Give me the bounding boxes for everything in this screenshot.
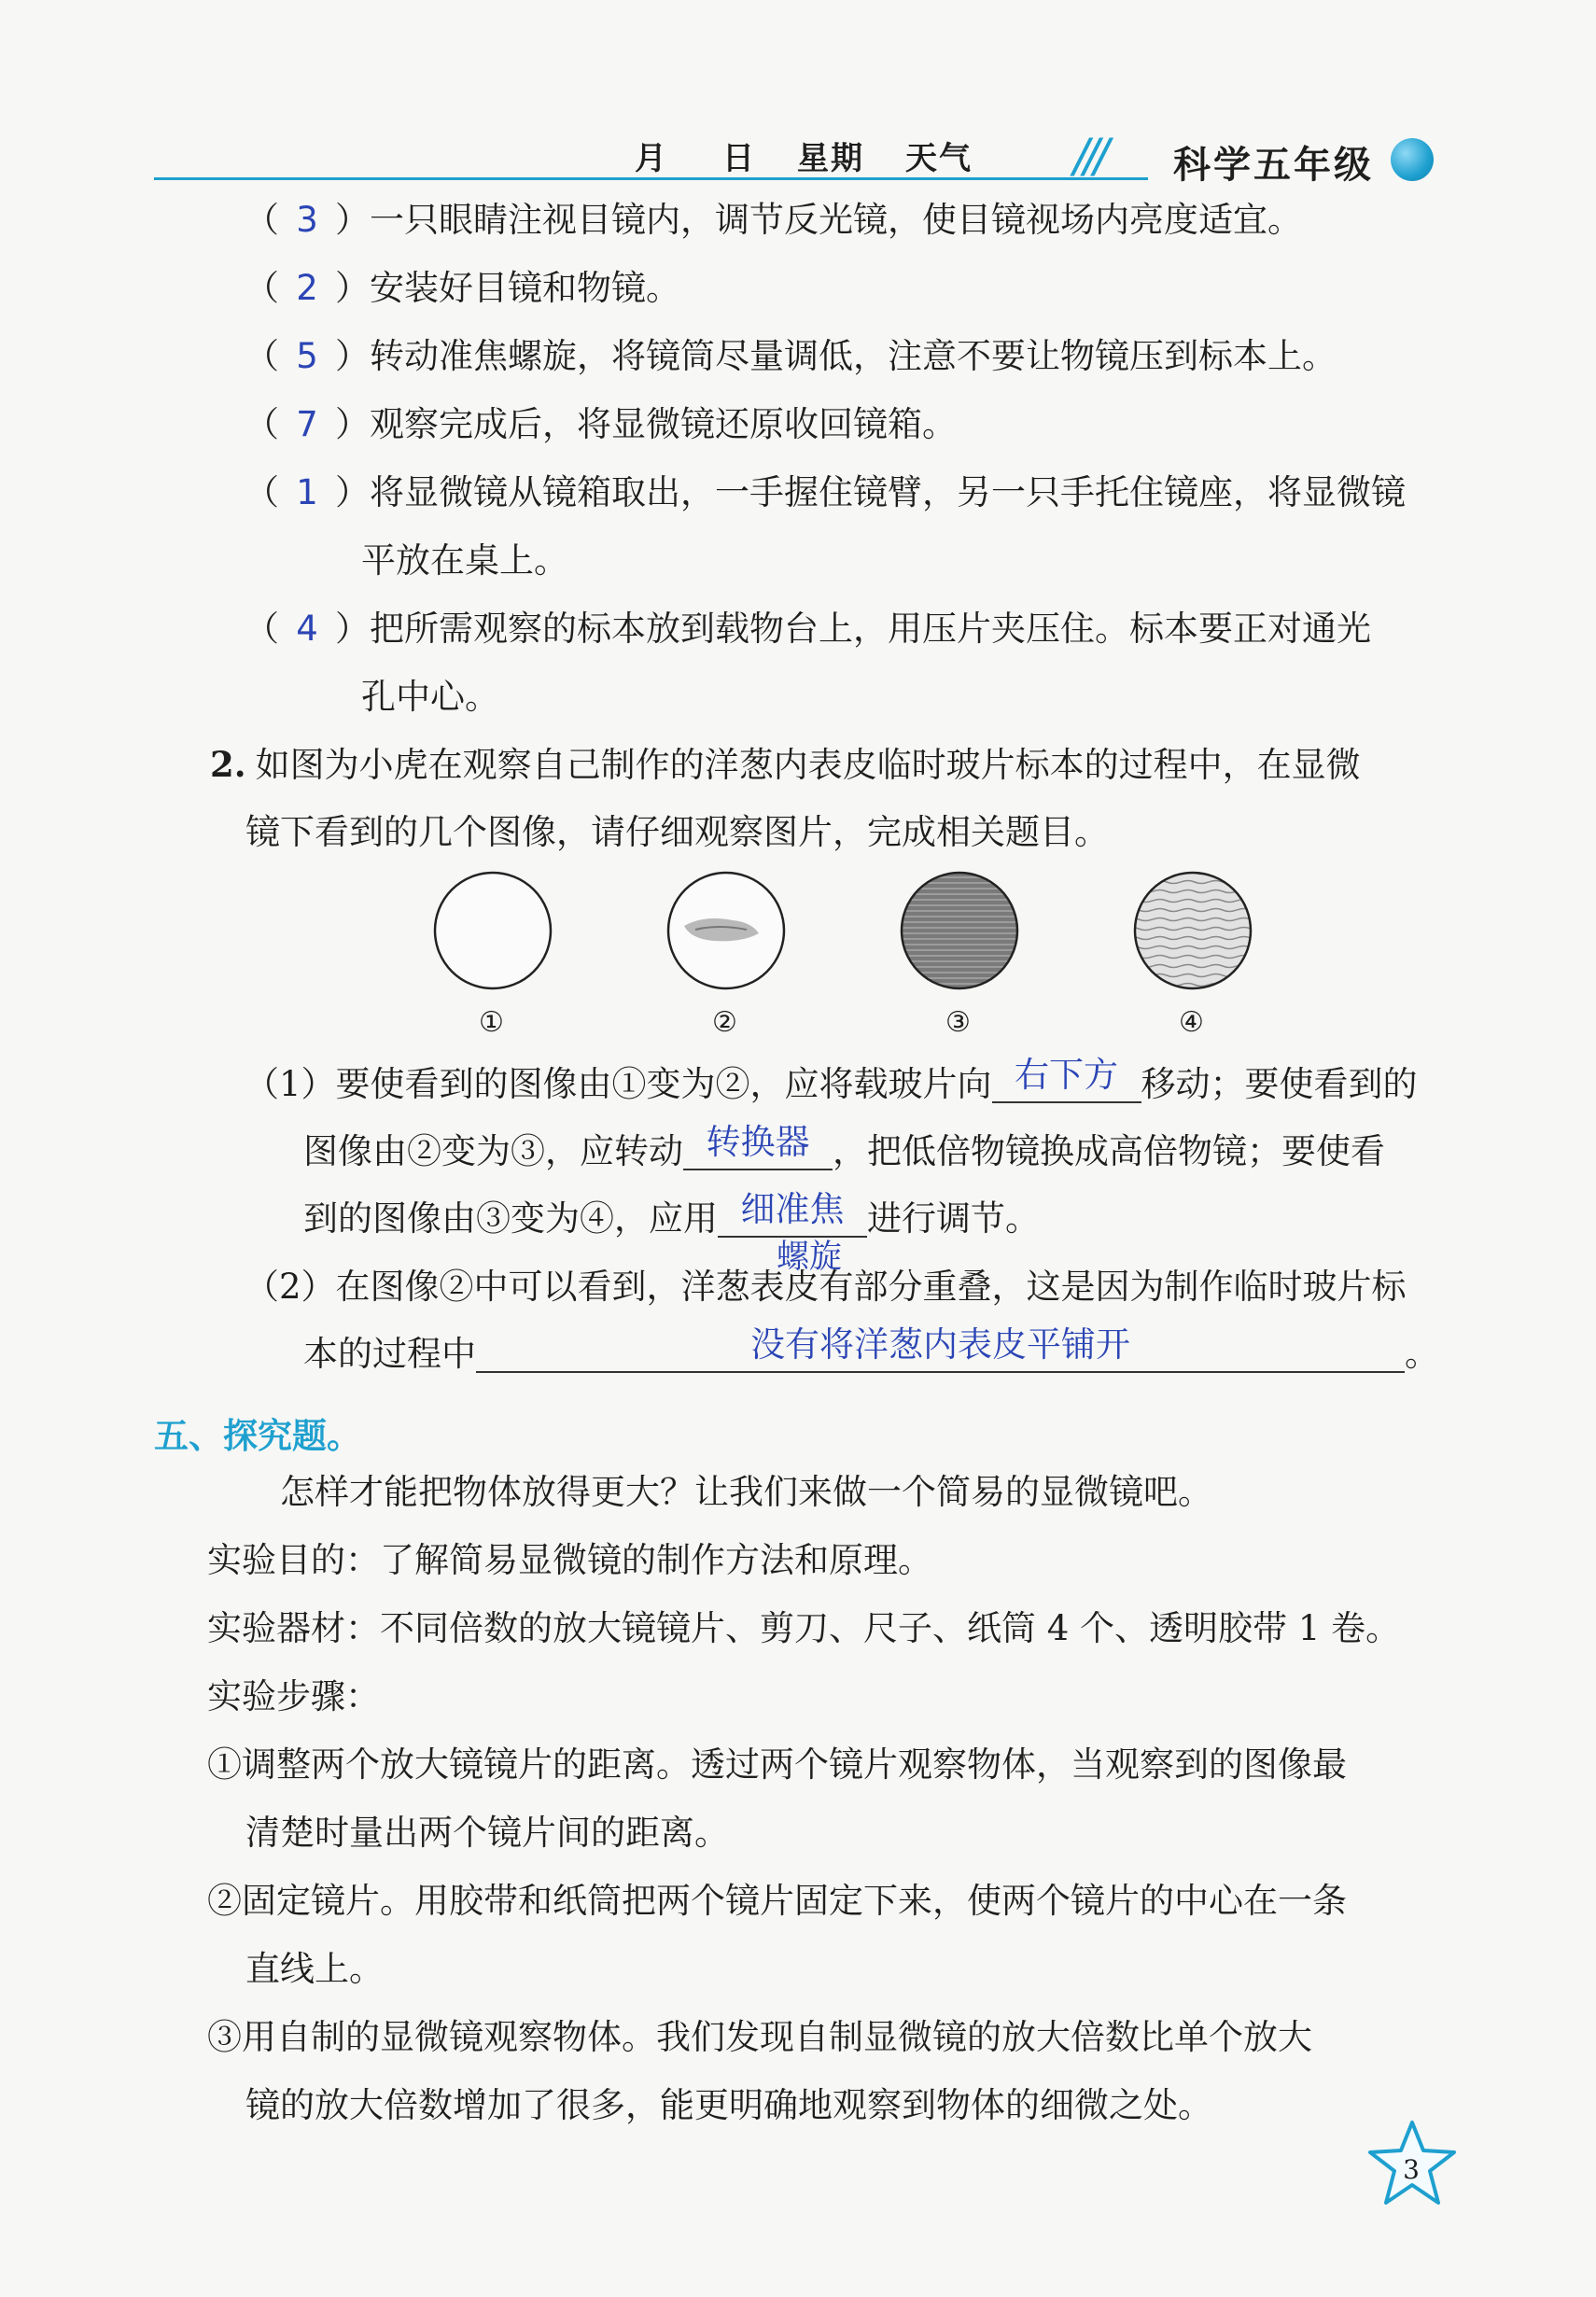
- sub2-line1: （2）在图像②中可以看到，洋葱表皮有部分重叠，这是因为制作临时玻片标: [245, 1267, 1407, 1307]
- sub2-line2: 本的过程中 没有将洋葱内表皮平铺开 。: [303, 1324, 1439, 1374]
- section-5-intro: 怎样才能把物体放得更大？让我们来做一个简易的显微镜吧。: [280, 1472, 1212, 1512]
- step-answer: 3: [296, 200, 318, 240]
- sub1-line3: 到的图像由③变为④，应用 细准焦 进行调节。: [303, 1189, 1040, 1239]
- figure-label: ①: [479, 1006, 504, 1039]
- figure-label: ④: [1179, 1006, 1204, 1039]
- step-answer: 2: [296, 268, 318, 308]
- step-item: （ 3 ）一只眼睛注视目镜内，调节反光镜，使目镜视场内亮度适宜。: [245, 200, 1302, 240]
- step-continuation: 孔中心。: [361, 677, 499, 717]
- answer-blank-2: 转换器: [683, 1134, 833, 1170]
- figure-label: ③: [945, 1006, 971, 1039]
- experiment-purpose: 实验目的：了解简易显微镜的制作方法和原理。: [207, 1540, 932, 1580]
- view-1-circle: [435, 873, 551, 988]
- header-weekday: 星期: [797, 140, 864, 177]
- answer-blank-1: 右下方: [992, 1067, 1141, 1103]
- sub1-line1: （1）要使看到的图像由①变为②，应将载玻片向 右下方 移动；要使看到的: [245, 1055, 1418, 1104]
- header-fields: [635, 133, 973, 178]
- experiment-step-2-cont: 直线上。: [245, 1949, 384, 1989]
- question-number: 2.: [210, 744, 246, 785]
- question-2-line2: 镜下看到的几个图像，请仔细观察图片，完成相关题目。: [245, 812, 1109, 852]
- experiment-step-3: ③用自制的显微镜观察物体。我们发现自制显微镜的放大倍数比单个放大: [207, 2017, 1312, 2057]
- step-item: （ 1 ）将显微镜从镜箱取出，一手握住镜臂，另一只手托住镜座，将显微镜: [245, 472, 1406, 512]
- answer-blank-4: 没有将洋葱内表皮平铺开: [476, 1337, 1405, 1373]
- sub1-line2: 图像由②变为③，应转动 转换器 ，把低倍物镜换成高倍物镜；要使看: [303, 1122, 1385, 1171]
- header-slashes: ///: [1073, 129, 1104, 183]
- answer-blank-3-line2: 螺旋: [777, 1239, 843, 1276]
- step-item: （ 2 ）安装好目镜和物镜。: [245, 268, 680, 308]
- experiment-step-3-cont: 镜的放大倍数增加了很多，能更明确地观察到物体的细微之处。: [245, 2085, 1212, 2125]
- step-answer: 7: [296, 404, 318, 444]
- experiment-step-2: ②固定镜片。用胶带和纸筒把两个镜片固定下来，使两个镜片的中心在一条: [207, 1881, 1347, 1921]
- header-day: 日: [722, 140, 756, 177]
- question-2: 2. 如图为小虎在观察自己制作的洋葱内表皮临时玻片标本的过程中，在显微: [210, 744, 1361, 785]
- section-5-title: 五、探究题。: [154, 1416, 361, 1456]
- step-item: （ 5 ）转动准焦螺旋，将镜筒尽量调低，注意不要让物镜压到标本上。: [245, 336, 1337, 376]
- step-item: （ 7 ）观察完成后，将显微镜还原收回镜箱。: [245, 404, 957, 444]
- step-item: （ 4 ）把所需观察的标本放到载物台上，用压片夹压住。标本要正对通光: [245, 609, 1371, 649]
- header-weather: 天气: [905, 140, 973, 177]
- experiment-steps-title: 实验步骤：: [207, 1676, 380, 1716]
- step-continuation: 平放在桌上。: [361, 540, 568, 581]
- header-grade: 科学五年级: [1173, 144, 1374, 187]
- step-answer: 4: [296, 609, 318, 649]
- header-dot-icon: [1391, 138, 1434, 181]
- view-3-circle: [902, 873, 1017, 988]
- answer-blank-3: 细准焦: [718, 1201, 867, 1238]
- header-month: 月: [635, 140, 668, 177]
- microscope-views-figure: [425, 868, 1265, 999]
- page-number: 3: [1403, 2154, 1420, 2185]
- figure-label: ②: [712, 1006, 737, 1039]
- view-2-circle: [668, 873, 784, 988]
- step-answer: 1: [296, 472, 318, 512]
- experiment-step-1-cont: 清楚时量出两个镜片间的距离。: [245, 1813, 729, 1853]
- header-rule: [154, 177, 1148, 180]
- view-4-circle: [1135, 873, 1251, 988]
- experiment-materials: 实验器材：不同倍数的放大镜镜片、剪刀、尺子、纸筒 4 个、透明胶带 1 卷。: [207, 1608, 1401, 1648]
- step-answer: 5: [296, 336, 318, 376]
- experiment-step-1: ①调整两个放大镜镜片的距离。透过两个镜片观察物体，当观察到的图像最: [207, 1744, 1347, 1785]
